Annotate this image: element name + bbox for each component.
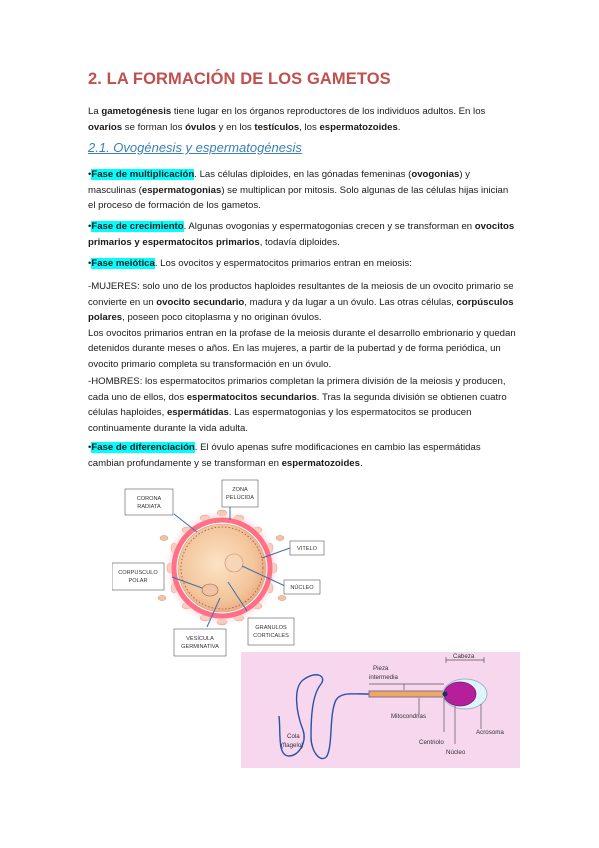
intro-paragraph: La gametogénesis tiene lugar en los órganos reproductores de los individuos adultos. En los ovarios se forman los óvulos y en los testículos, los espermatozoides. <box>88 106 486 133</box>
label-vitelo: VITELO <box>297 546 317 552</box>
fase-diferenciacion-paragraph: •Fase de diferenciación. El óvulo apenas sufre modificaciones en cambio las espermátidas cambian profundamente y se transforman en espermatozoides. <box>88 442 481 469</box>
label-corona-1: CORONA <box>136 496 162 502</box>
fase-meiotica-paragraph: •Fase meiótica. Los ovocitos y espermatocitos primarios entran en meiosis: <box>88 258 412 269</box>
vitelo-cytoplasm <box>178 524 266 612</box>
espermatozoide-diagram <box>241 652 520 768</box>
sperm-nucleus <box>444 682 476 706</box>
highlight-fase-multiplicacion: Fase de multiplicación <box>91 169 195 180</box>
highlight-fase-meiotica: Fase meiótica <box>91 258 155 269</box>
label-nucleo-sperm: Núcleo <box>446 749 466 756</box>
label-zona-1: ZONA <box>232 487 248 493</box>
highlight-fase-crecimiento: Fase de crecimiento <box>91 221 184 232</box>
label-corpusculo-2: POLAR <box>128 578 148 584</box>
label-cola-1: Cola <box>287 733 300 740</box>
corpusculo-polar-shape <box>202 584 218 596</box>
label-cola-2: (flagelo) <box>281 742 304 749</box>
label-cabeza: Cabeza <box>453 653 475 660</box>
mujeres-paragraph: -MUJERES: solo uno de los productos haploides resultantes de la meiosis de un ovocito primario se convierte en un ovocito secundario, madura y da lugar a un óvulo. Las otras células, corpúsculos polares, poseen poco citoplasma y no originan óvulos. Los ovocitos primarios entran en la profase de la meiosis durante el desarrollo embrionario y quedan detenidos durante meses o años. En las mujeres, a partir de la pubertad y de forma periódica, un ovocito primario completa su transformación en un óvulo. <box>88 281 516 370</box>
label-pieza-1: Pieza <box>373 665 389 672</box>
label-centriolo: Centriolo <box>419 739 444 746</box>
label-pieza-2: intermedia <box>369 674 398 681</box>
hombres-paragraph: -HOMBRES: los espermatocitos primarios completan la primera división de la meiosis y producen, cada uno de ellos, dos espermatocitos secundarios. Tras la segunda división se obtienen cuatro células haploides, espermátidas. Las espermatogonias y los espermatocitos se producen continuamente durante la vida adulta. <box>88 376 507 434</box>
label-zona-2: PELÚCIDA <box>226 495 254 501</box>
label-acrosoma: Acrosoma <box>476 729 504 736</box>
label-vesicula-1: VESÍCULA <box>186 636 214 642</box>
label-granulos-1: GRANULOS <box>255 625 287 631</box>
label-mitocondrias: Mitocondrias <box>391 713 427 720</box>
sperm-midpiece <box>369 691 447 697</box>
label-vesicula-2: GERMINATIVA <box>181 644 219 650</box>
page-title: 2. LA FORMACIÓN DE LOS GAMETOS <box>88 70 391 88</box>
highlight-fase-diferenciacion: Fase de diferenciación <box>91 442 195 453</box>
label-granulos-2: CORTICALES <box>253 633 289 639</box>
label-nucleo: NÚCLEO <box>290 585 314 591</box>
section-subtitle: 2.1. Ovogénesis y espermatogénesis <box>88 140 302 155</box>
fase-multiplicacion-paragraph: •Fase de multiplicación. Las células diploides, en las gónadas femeninas (ovogonias) y masculinas (espermatogonias) se multiplican por mitosis. Solo algunas de las células hijas inician el proceso de formación de los gametos. <box>88 169 509 212</box>
nucleo-shape <box>225 554 243 572</box>
label-corona-2: RADIATA <box>137 504 161 510</box>
ovulo-diagram <box>112 478 337 660</box>
sperm-centriole <box>443 692 448 697</box>
fase-crecimiento-paragraph: •Fase de crecimiento. Algunas ovogonias y espermatogonias crecen y se transforman en ovocitos primarios y espermatocitos primarios, todavía diploides. <box>88 221 515 248</box>
label-corpusculo-1: CORPUSCULO <box>118 570 158 576</box>
